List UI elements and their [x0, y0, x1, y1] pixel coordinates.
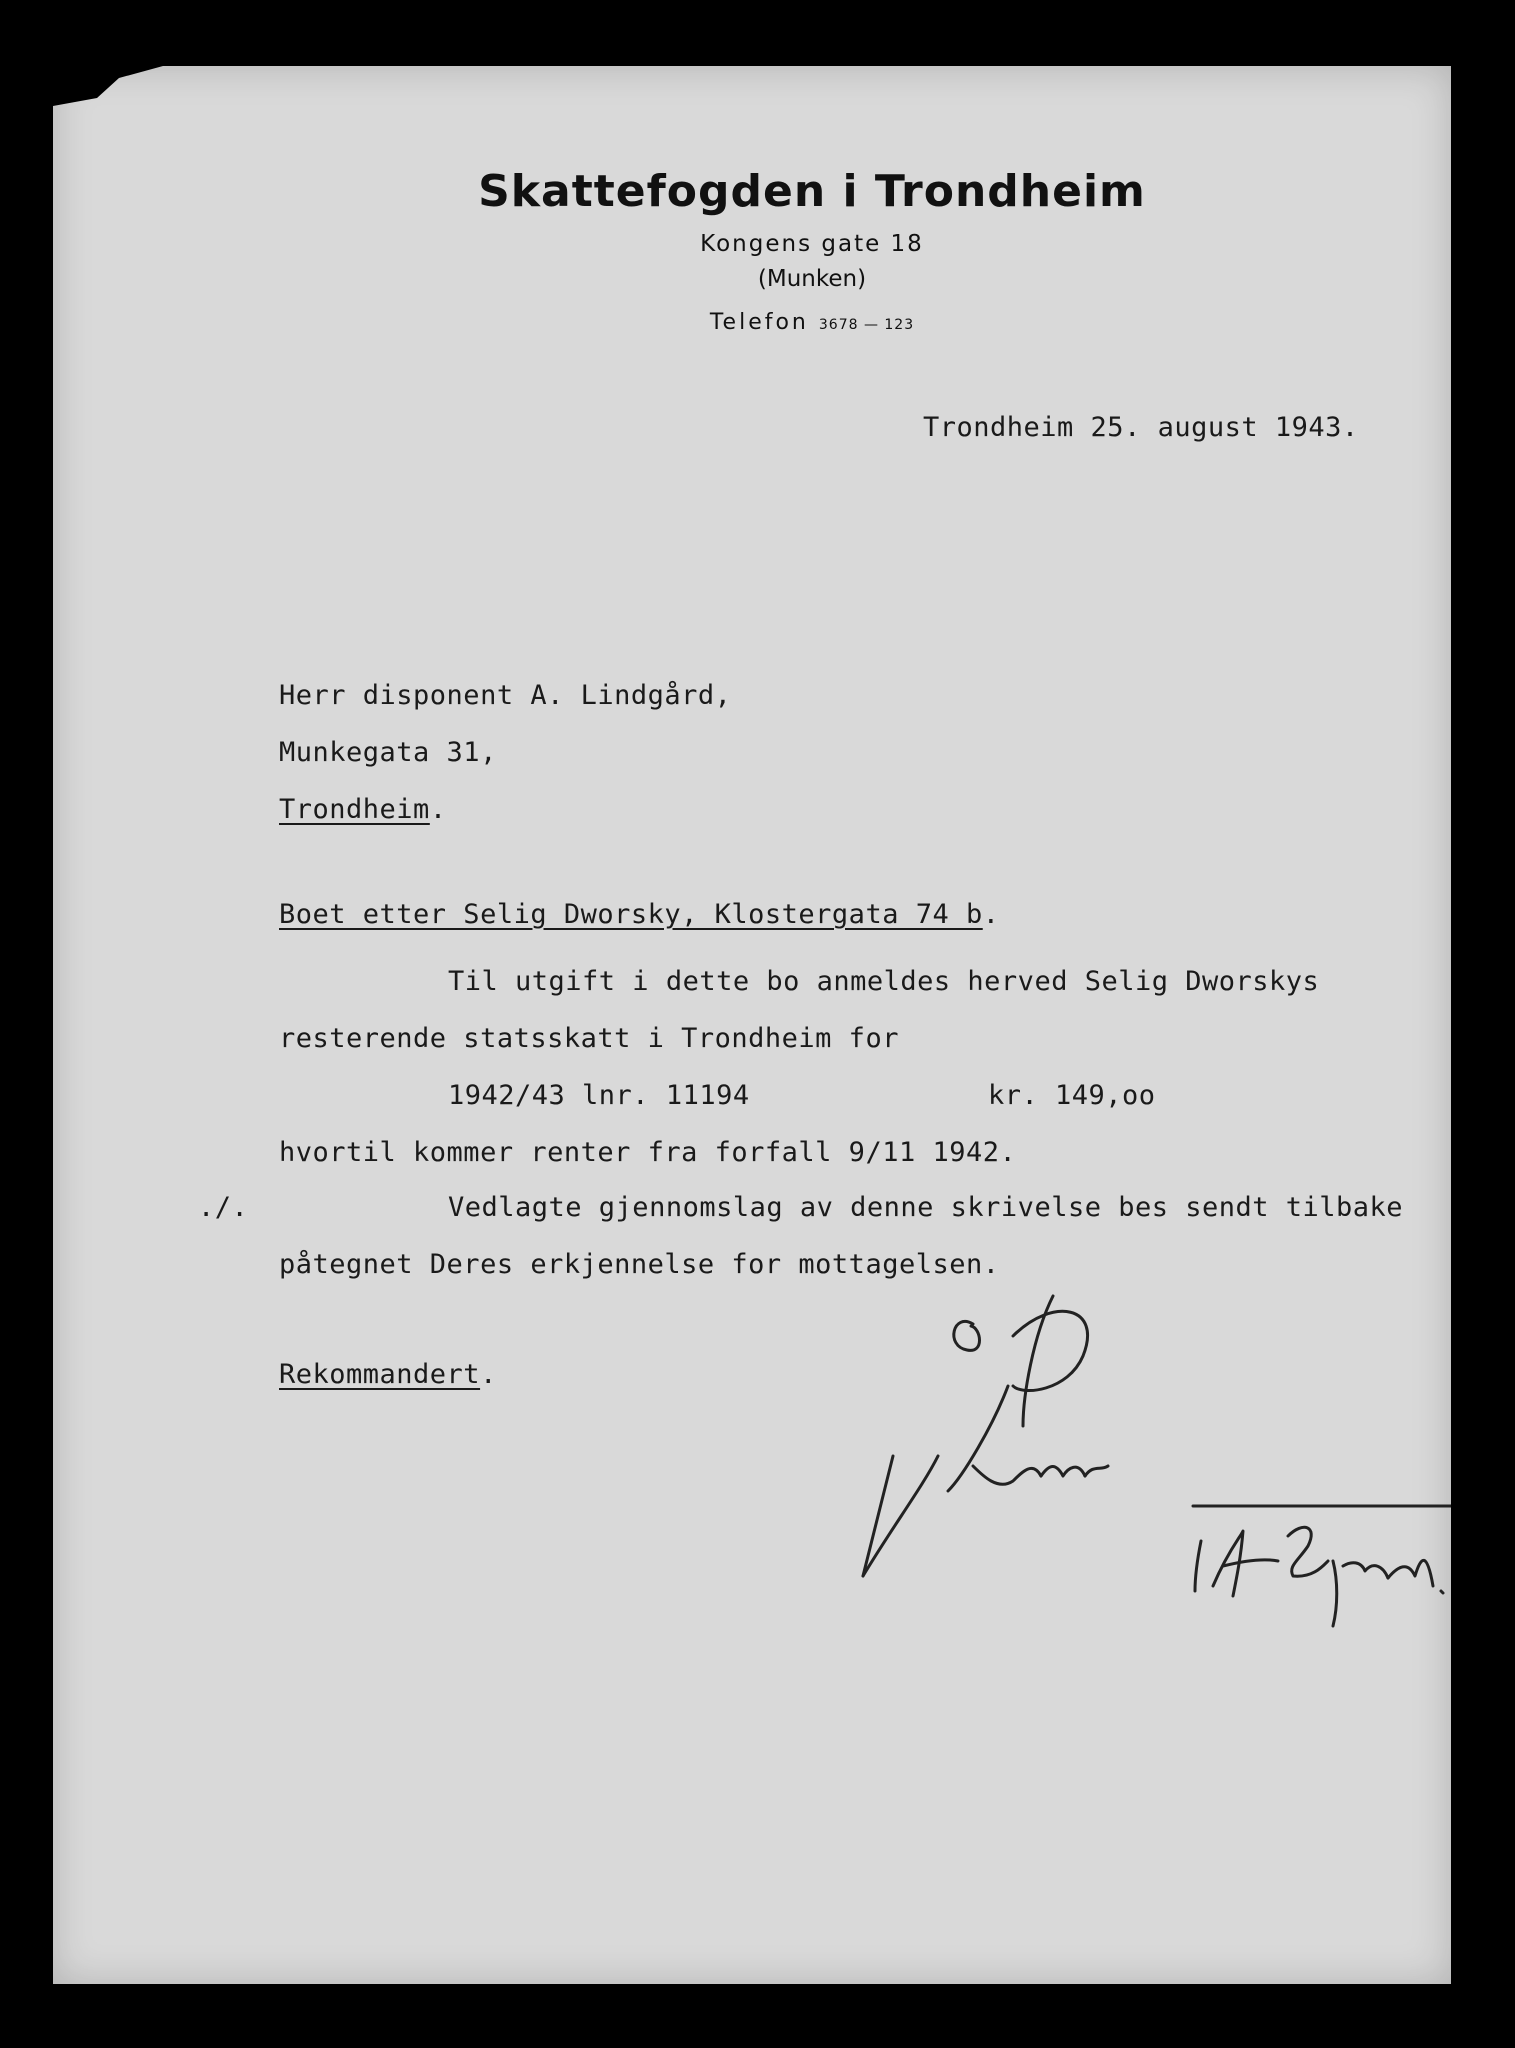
signature-secondary — [1183, 1466, 1451, 1656]
letter-sheet — [53, 66, 1451, 1984]
letterhead-phone — [173, 310, 1451, 335]
letterhead-title: Skattefogden i Trondheim — [478, 166, 1146, 217]
recipient-name: Herr disponent A. Lindgård, — [279, 680, 732, 711]
torn-corner — [53, 66, 163, 106]
recipient-city: Trondheim — [279, 794, 430, 825]
tax-entry-amount: kr. 149,oo — [988, 1080, 1156, 1111]
registered-suffix: . — [480, 1359, 497, 1390]
registered-note: Rekommandert — [279, 1359, 481, 1390]
body-line-5: påtegnet Deres erkjennelse for mottagelsen. — [279, 1249, 1000, 1280]
phone-label: Telefon — [709, 310, 809, 335]
letterhead-district: (Munken) — [757, 266, 867, 292]
letterhead-street: Kongens gate 18 — [700, 231, 924, 257]
subject-line — [279, 899, 1000, 930]
registered-note-line — [279, 1359, 497, 1390]
recipient-city-suffix: . — [429, 794, 447, 825]
subject-suffix: . — [982, 899, 1000, 930]
phone-numbers: 3678 — 123 — [818, 317, 915, 333]
recipient-street: Munkegata 31, — [279, 737, 497, 768]
subject: Boet etter Selig Dworsky, Klostergata 74 b — [279, 899, 983, 930]
signature-main — [723, 1276, 1143, 1596]
recipient-city-line — [279, 794, 447, 825]
body-line-3: hvortil kommer renter fra forfall 9/11 1942. — [279, 1137, 1017, 1168]
body-line-2: resterende statsskatt i Trondheim for — [279, 1023, 899, 1054]
attachment-mark: ./. — [198, 1192, 249, 1223]
date-line: Trondheim 25. august 1943. — [923, 412, 1359, 443]
tax-entry-year: 1942/43 lnr. 11194 — [448, 1080, 750, 1111]
body-line-1: Til utgift i dette bo anmeldes herved Selig Dworskys — [448, 966, 1320, 997]
body-line-4: Vedlagte gjennomslag av denne skrivelse bes sendt tilbake — [448, 1192, 1404, 1223]
